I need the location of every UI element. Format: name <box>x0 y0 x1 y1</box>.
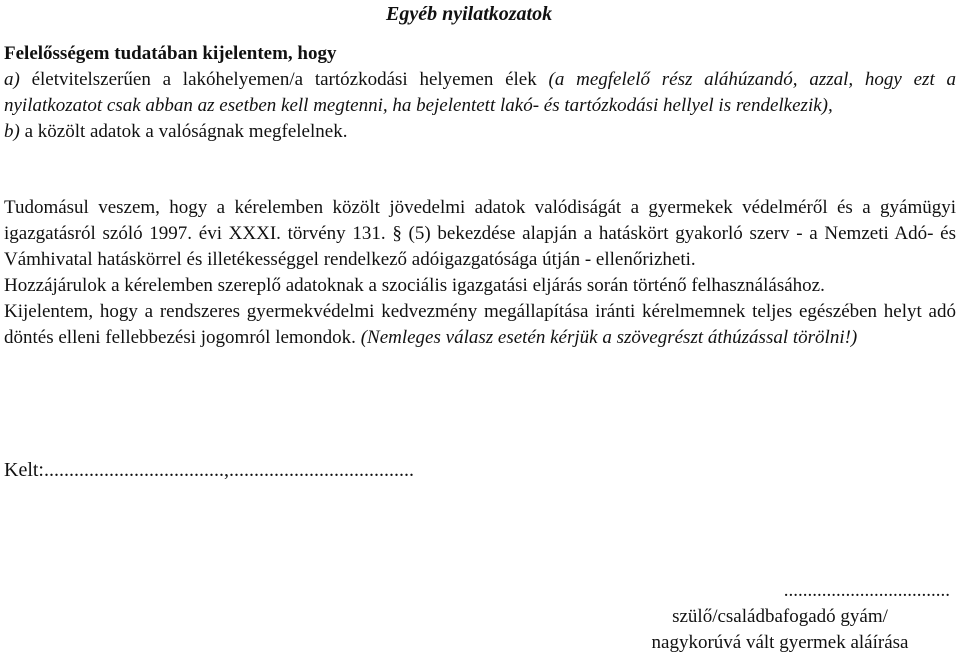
item-a-label: a) <box>4 69 20 90</box>
document-title: Egyéb nyilatkozatok <box>386 3 553 25</box>
signature-line: ................................... <box>783 580 950 601</box>
signature-block <box>610 578 950 656</box>
signature-caption-2: nagykorúvá vált gyermek aláírása <box>651 632 909 653</box>
statements-section <box>4 195 956 351</box>
item-a-text: életvitelszerűen a lakóhelyemen/a tartózkodási helyemen élek <box>19 69 549 90</box>
declaration-heading: Felelősségem tudatában kijelentem, hogy <box>4 43 337 64</box>
date-place-field: Kelt:....................................,..................................... <box>4 459 414 481</box>
item-b-label: b) <box>4 121 20 142</box>
item-b-text: a közölt adatok a valóságnak megfelelnek. <box>19 121 348 142</box>
income-paragraph: Tudomásul veszem, hogy a kérelemben közölt jövedelmi adatok valódiságát a gyermekek védelméről és a gyámügyi igazgatásról szóló 1997. évi XXXI. törvény 131. § (5) bekezdése alapján a hatáskört gyakorló szerv - a Nemzeti Adó- és Vámhivatal hatáskörrel és illetékességgel rendelkező adóigazgatósága útján - ellenőrizheti. <box>4 197 956 270</box>
declaration-item-b <box>4 119 956 145</box>
consent-paragraph: Hozzájárulok a kérelemben szereplő adatoknak a szociális igazgatási eljárás során történő felhasználásához. <box>4 275 825 296</box>
waiver-note: (Nemleges válasz esetén kérjük a szövegrészt áthúzással törölni!) <box>360 327 858 348</box>
waiver-paragraph <box>4 299 956 351</box>
signature-caption-1: szülő/családbafogadó gyám/ <box>672 606 888 627</box>
declaration-section <box>4 41 956 145</box>
declaration-item-a <box>4 67 956 119</box>
waiver-text: Kijelentem, hogy a rendszeres gyermekvédelmi kedvezmény megállapítása iránti kérelmemnek teljes egészében helyt adó döntés elleni fellebbezési jogomról lemondok. <box>4 301 956 348</box>
item-a-note: (a megfelelő rész aláhúzandó, azzal, hogy ezt a nyilatkozatot csak abban az esetben kell megtenni, ha bejelentett lakó- és tartózkodási hellyel is rendelkezik), <box>4 69 956 116</box>
